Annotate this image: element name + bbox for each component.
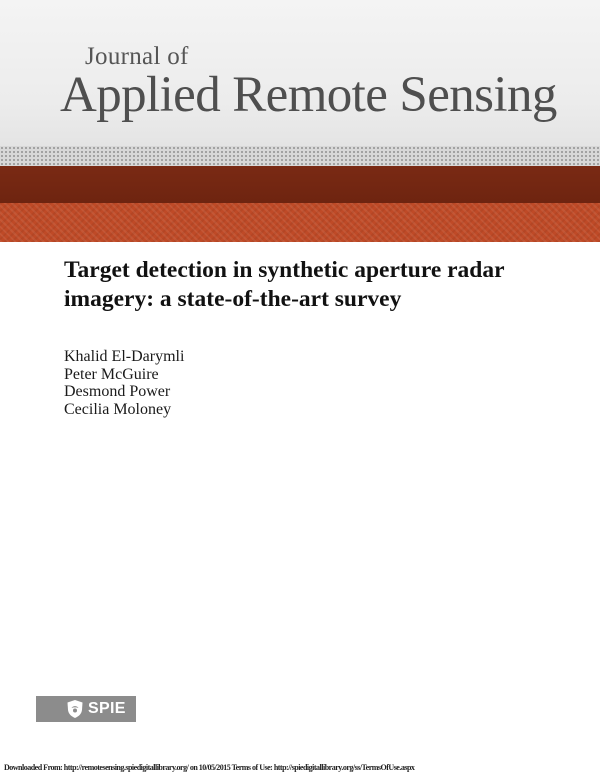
spie-logo-text: SPIE xyxy=(88,700,126,717)
journal-name-prefix: Journal of xyxy=(85,43,189,70)
author-name: Desmond Power xyxy=(64,383,171,400)
dark-red-band xyxy=(0,166,600,203)
paper-title: Target detection in synthetic aperture radar imagery: a state-of-the-art survey xyxy=(64,257,505,312)
author-name: Peter McGuire xyxy=(64,365,159,383)
download-notice: Downloaded From: http://remotesensing.spiedigitallibrary.org/ on 10/05/2015 Terms of Use: http://spiedigitallibrary.org/ss/TermsOfUse.aspx xyxy=(4,763,415,772)
author-list xyxy=(64,348,184,418)
spie-logo xyxy=(36,696,136,722)
dotted-divider xyxy=(0,146,600,166)
spie-shield-icon xyxy=(66,699,84,719)
orange-band xyxy=(0,203,600,242)
author-name: Khalid El-Darymli xyxy=(64,348,185,365)
journal-name: Applied Remote Sensing xyxy=(60,67,557,123)
masthead-background xyxy=(0,0,600,146)
author-name: Cecilia Moloney xyxy=(64,400,172,418)
